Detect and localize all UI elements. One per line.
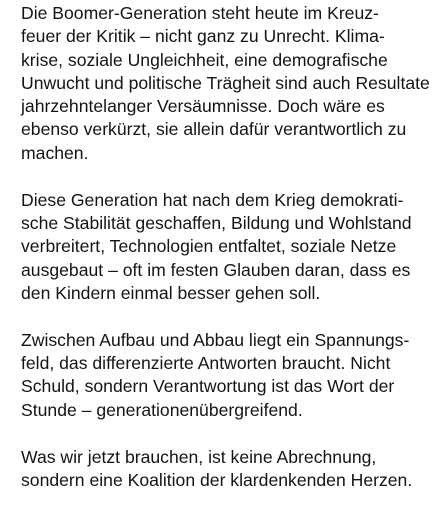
text-line: sche Stabilität geschaffen, Bildung und Wohlstand bbox=[21, 212, 412, 233]
text-line: Schuld, sondern Verantwortung ist das Wort der bbox=[21, 376, 395, 397]
paragraph-4 bbox=[21, 446, 441, 493]
text-line: Zwischen Aufbau und Abbau liegt ein Spannungs- bbox=[21, 329, 410, 350]
paragraph-2 bbox=[21, 189, 441, 305]
text-line: feuer der Kritik – nicht ganz zu Unrecht. Klima- bbox=[21, 26, 385, 47]
text-line: Die Boomer-Generation steht heute im Kreuz- bbox=[21, 3, 379, 23]
text-line: jahrzehntelanger Versäumnisse. Doch wäre es bbox=[21, 96, 385, 117]
text-line: Unwucht und politische Trägheit sind auch Resultate bbox=[21, 72, 430, 93]
text-line: Stunde – generationenübergreifend. bbox=[21, 399, 303, 420]
text-line: Diese Generation hat nach dem Krieg demokrati- bbox=[21, 189, 404, 210]
paragraph-1 bbox=[21, 2, 441, 165]
article-body bbox=[21, 2, 441, 516]
text-line: sondern eine Koalition der klardenkenden Herzen. bbox=[21, 469, 413, 490]
text-line: ebenso verkürzt, sie allein dafür verantwortlich zu bbox=[21, 119, 407, 140]
text-line: verbreitert, Technologien entfaltet, soziale Netze bbox=[21, 236, 397, 257]
text-line: krise, soziale Ungleichheit, eine demografische bbox=[21, 49, 388, 70]
text-line: feld, das differenzierte Antworten braucht. Nicht bbox=[21, 353, 391, 374]
text-line: machen. bbox=[21, 142, 89, 163]
paragraph-3 bbox=[21, 329, 441, 422]
text-line: Was wir jetzt brauchen, ist keine Abrechnung, bbox=[21, 446, 377, 467]
text-line: den Kindern einmal besser gehen soll. bbox=[21, 282, 321, 303]
text-line: ausgebaut – oft im festen Glauben daran, dass es bbox=[21, 259, 411, 280]
